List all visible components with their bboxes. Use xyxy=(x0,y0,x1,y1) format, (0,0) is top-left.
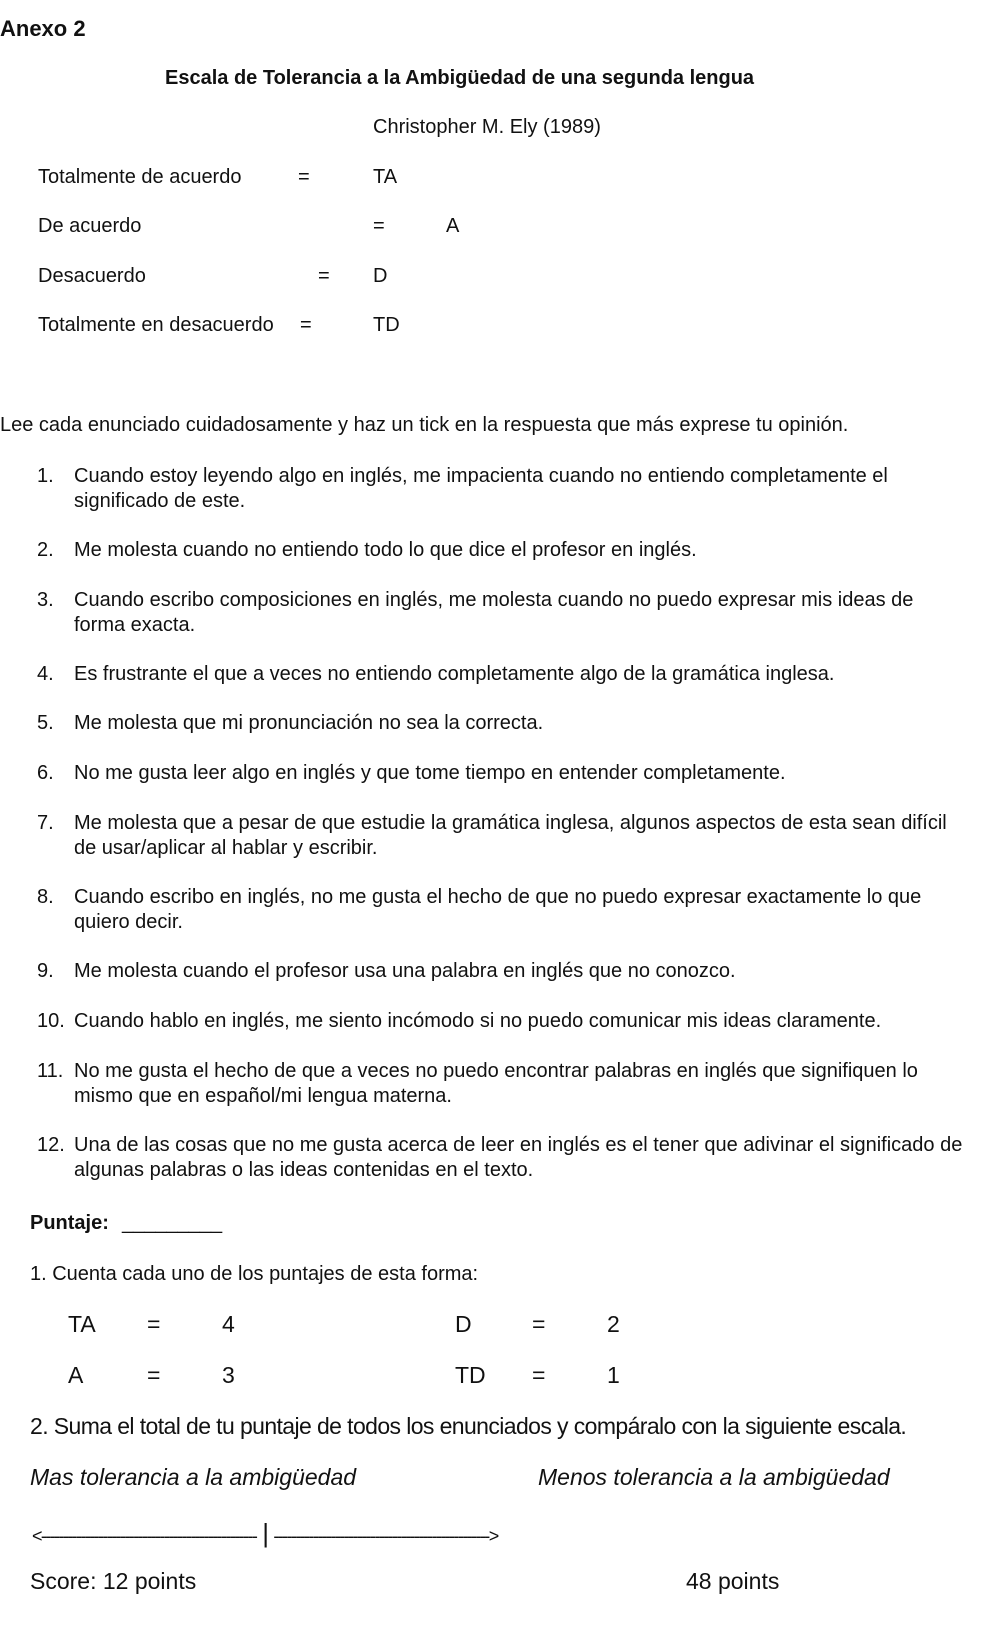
instruction: Lee cada enunciado cuidadosamente y haz un tick en la respuesta que más exprese tu opinión. xyxy=(0,414,849,436)
item-number: 11. xyxy=(37,1060,64,1082)
scale-arrow-left: <------------------------------------------------- xyxy=(32,1526,257,1546)
step-1: 1. Cuenta cada uno de los puntajes de esta forma: xyxy=(30,1263,479,1285)
points-eq: = xyxy=(147,1362,161,1388)
score-blank: _________ xyxy=(122,1212,223,1234)
annex-heading: Anexo 2 xyxy=(0,16,86,41)
item-number: 2. xyxy=(37,539,54,561)
legend-label: Totalmente de acuerdo xyxy=(38,166,242,188)
legend-eq: = xyxy=(300,314,312,336)
list-item xyxy=(37,1009,967,1034)
list-item xyxy=(37,761,967,786)
scale-arrow xyxy=(32,1518,498,1549)
item-text: Cuando escribo composiciones en inglés, me molesta cuando no puedo expresar mis ideas de forma exacta. xyxy=(74,589,914,636)
item-number: 12. xyxy=(37,1134,65,1156)
list-item xyxy=(37,538,967,563)
legend-eq: = xyxy=(318,265,330,287)
list-item xyxy=(37,711,967,736)
legend-code: TD xyxy=(373,314,400,336)
list-item xyxy=(37,811,967,861)
points-value: 3 xyxy=(222,1362,235,1388)
item-text: Es frustrante el que a veces no entiendo completamente algo de la gramática inglesa. xyxy=(74,663,835,685)
legend-code: TA xyxy=(373,166,398,188)
scale-arrow-right: -------------------------------------------------> xyxy=(273,1526,498,1546)
points-eq: = xyxy=(532,1311,546,1337)
list-item xyxy=(37,1133,967,1183)
legend-code: A xyxy=(446,215,460,237)
legend-label: Desacuerdo xyxy=(38,265,146,287)
item-text: Cuando hablo en inglés, me siento incómodo si no puedo comunicar mis ideas claramente. xyxy=(74,1010,882,1032)
points-value: 1 xyxy=(607,1362,620,1388)
points-eq: = xyxy=(532,1362,546,1388)
legend-eq: = xyxy=(298,166,310,188)
legend-label: De acuerdo xyxy=(38,215,142,237)
scale-right-label: Menos tolerancia a la ambigüedad xyxy=(538,1464,890,1490)
item-text: No me gusta el hecho de que a veces no puedo encontrar palabras en inglés que signifiquen lo mismo que en español/mi lengua materna. xyxy=(74,1060,918,1107)
scale-left-label: Mas tolerancia a la ambigüedad xyxy=(30,1464,357,1490)
item-text: Me molesta que mi pronunciación no sea la correcta. xyxy=(74,712,544,734)
legend-code: D xyxy=(373,265,388,287)
item-text: Me molesta cuando no entiendo todo lo que dice el profesor en inglés. xyxy=(74,539,697,561)
document-title: Escala de Tolerancia a la Ambigüedad de una segunda lengua xyxy=(165,67,755,89)
legend-eq: = xyxy=(373,215,385,237)
item-number: 3. xyxy=(37,589,54,611)
list-item xyxy=(37,588,967,638)
list-item xyxy=(37,662,967,687)
list-item xyxy=(37,1059,967,1109)
item-number: 8. xyxy=(37,886,54,908)
scale-midpoint: | xyxy=(262,1518,268,1548)
points-code: A xyxy=(68,1362,84,1388)
item-number: 9. xyxy=(37,960,54,982)
item-text: Una de las cosas que no me gusta acerca de leer en inglés es el tener que adivinar el significado de algunas palabras o las ideas contenidas en el texto. xyxy=(74,1134,963,1181)
item-number: 1. xyxy=(37,465,54,487)
points-value: 4 xyxy=(222,1311,235,1337)
score-label: Puntaje: xyxy=(30,1212,109,1234)
legend-label: Totalmente en desacuerdo xyxy=(38,314,274,336)
item-number: 5. xyxy=(37,712,54,734)
item-number: 6. xyxy=(37,762,54,784)
list-item xyxy=(37,959,967,984)
points-eq: = xyxy=(147,1311,161,1337)
author: Christopher M. Ely (1989) xyxy=(373,116,601,138)
scale-right-score: 48 points xyxy=(686,1568,780,1594)
item-text: Cuando escribo en inglés, no me gusta el hecho de que no puedo expresar exactamente lo que quiero decir. xyxy=(74,886,922,933)
item-text: Cuando estoy leyendo algo en inglés, me impacienta cuando no entiendo completamente el significado de este. xyxy=(74,465,888,512)
item-number: 7. xyxy=(37,812,54,834)
item-text: No me gusta leer algo en inglés y que tome tiempo en entender completamente. xyxy=(74,762,786,784)
points-code: TD xyxy=(455,1362,486,1388)
item-number: 10. xyxy=(37,1010,65,1032)
scale-left-score: Score: 12 points xyxy=(30,1568,197,1594)
points-code: D xyxy=(455,1311,472,1337)
list-item xyxy=(37,464,967,514)
step-2: 2. Suma el total de tu puntaje de todos los enunciados y compáralo con la siguiente escala. xyxy=(30,1413,907,1439)
points-value: 2 xyxy=(607,1311,620,1337)
item-number: 4. xyxy=(37,663,54,685)
list-item xyxy=(37,885,967,935)
item-text: Me molesta que a pesar de que estudie la gramática inglesa, algunos aspectos de esta sean difícil de usar/aplicar al hablar y escribir. xyxy=(74,812,947,859)
points-code: TA xyxy=(68,1311,96,1337)
item-text: Me molesta cuando el profesor usa una palabra en inglés que no conozco. xyxy=(74,960,736,982)
